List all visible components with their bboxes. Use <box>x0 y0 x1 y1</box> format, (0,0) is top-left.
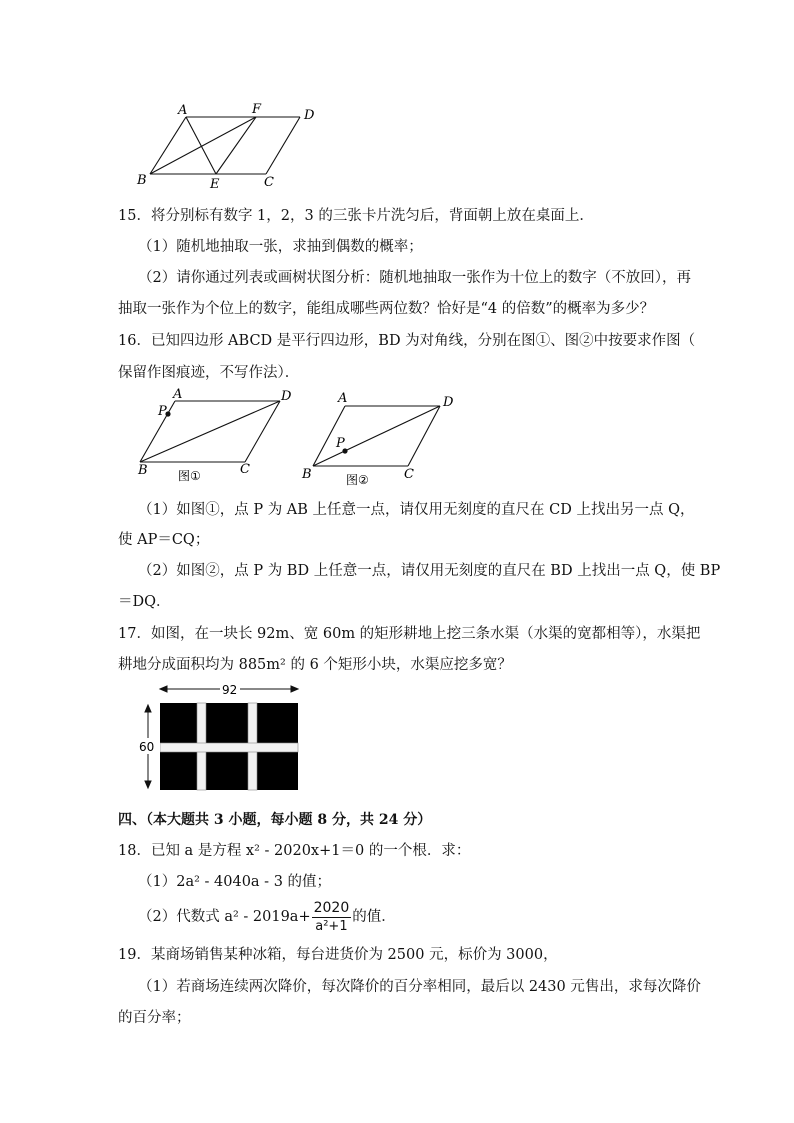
q18-part1: （1）2a² - 4040a - 3 的值； <box>138 874 332 890</box>
parallelogram-figure-2 <box>300 386 470 490</box>
fig2-label-A: A <box>338 391 348 406</box>
fig2-caption: 图② <box>346 473 369 487</box>
parallelogram-figure-1 <box>130 386 300 486</box>
q15-part1: （1）随机地抽取一张，求抽到偶数的概率； <box>138 239 423 255</box>
fig1-label-C: C <box>240 462 250 477</box>
label-D: D <box>304 108 315 123</box>
height-label: 60 <box>139 740 155 754</box>
q18-part2 <box>138 899 396 935</box>
q19-stem: 19．某商场销售某种冰箱，每台进货价为 2500 元，标价为 3000， <box>118 947 558 963</box>
fig2-label-C: C <box>404 467 414 482</box>
q16-part1-line2: 使 AP＝CQ； <box>118 532 210 548</box>
fraction-numerator: 2020 <box>313 899 350 916</box>
fig1-label-B: B <box>138 463 148 478</box>
q17-stem-line1: 17．如图，在一块长 92m、宽 60m 的矩形耕地上挖三条水渠（水渠的宽都相等），水渠把 <box>118 626 701 642</box>
fraction-denominator: a²+1 <box>315 918 348 934</box>
label-F: F <box>252 102 262 117</box>
fig1-caption: 图① <box>178 469 201 483</box>
q16-stem-line2: 保留作图痕迹，不写作法）． <box>118 365 300 381</box>
label-C: C <box>264 175 274 190</box>
fig1-label-P: P <box>158 404 167 419</box>
label-E: E <box>210 177 220 192</box>
fig2-label-D: D <box>443 395 454 410</box>
fig2-label-B: B <box>302 467 312 482</box>
q17-stem-line2: 耕地分成面积均为 885m² 的 6 个矩形小块，水渠应挖多宽？ <box>118 657 512 673</box>
width-label: 92 <box>222 683 238 697</box>
q19-part1-line1: （1）若商场连续两次降价，每次降价的百分率相同，最后以 2430 元售出，求每次降价 <box>138 979 701 995</box>
q16-part1-line1: （1）如图①，点 P 为 AB 上任意一点，请仅用无刻度的直尺在 CD 上找出另一点 Q， <box>138 502 695 518</box>
section-4-heading: 四、（本大题共 3 小题，每小题 8 分，共 24 分） <box>118 812 432 828</box>
fraction <box>312 900 352 935</box>
q18-part2-suffix: 的值． <box>352 909 396 925</box>
label-A: A <box>178 103 188 118</box>
q15-part2-line1: （2）请你通过列表或画树状图分析：随机地抽取一张作为十位上的数字（不放回），再 <box>138 270 691 286</box>
parallelogram-figure-top <box>130 100 330 196</box>
q16-stem-line1: 16．已知四边形 ABCD 是平行四边形，BD 为对角线，分别在图①、图②中按要求作图（ <box>118 333 696 349</box>
channel-horizontal <box>160 743 298 752</box>
q16-part2-line2: ＝DQ． <box>118 594 171 610</box>
fig1-label-A: A <box>173 387 183 402</box>
q16-part2-line1: （2）如图②，点 P 为 BD 上任意一点，请仅用无刻度的直尺在 BD 上找出一点 Q，使 BP <box>138 563 721 579</box>
q19-part1-line2: 的百分率； <box>118 1010 191 1026</box>
field-channel-figure <box>130 680 310 796</box>
fig1-label-D: D <box>281 389 292 404</box>
fig2-label-P: P <box>336 436 345 451</box>
label-B: B <box>137 173 147 188</box>
q15-part2-line2: 抽取一张作为个位上的数字，能组成哪些两位数？恰好是“4 的倍数”的概率为多少？ <box>118 301 655 317</box>
q15-stem: 15．将分别标有数字 1，2，3 的三张卡片洗匀后，背面朝上放在桌面上． <box>118 208 594 224</box>
q18-part2-prefix: （2）代数式 a² - 2019a+ <box>138 909 311 925</box>
q18-stem: 18．已知 a 是方程 x² - 2020x+1＝0 的一个根．求： <box>118 843 471 859</box>
